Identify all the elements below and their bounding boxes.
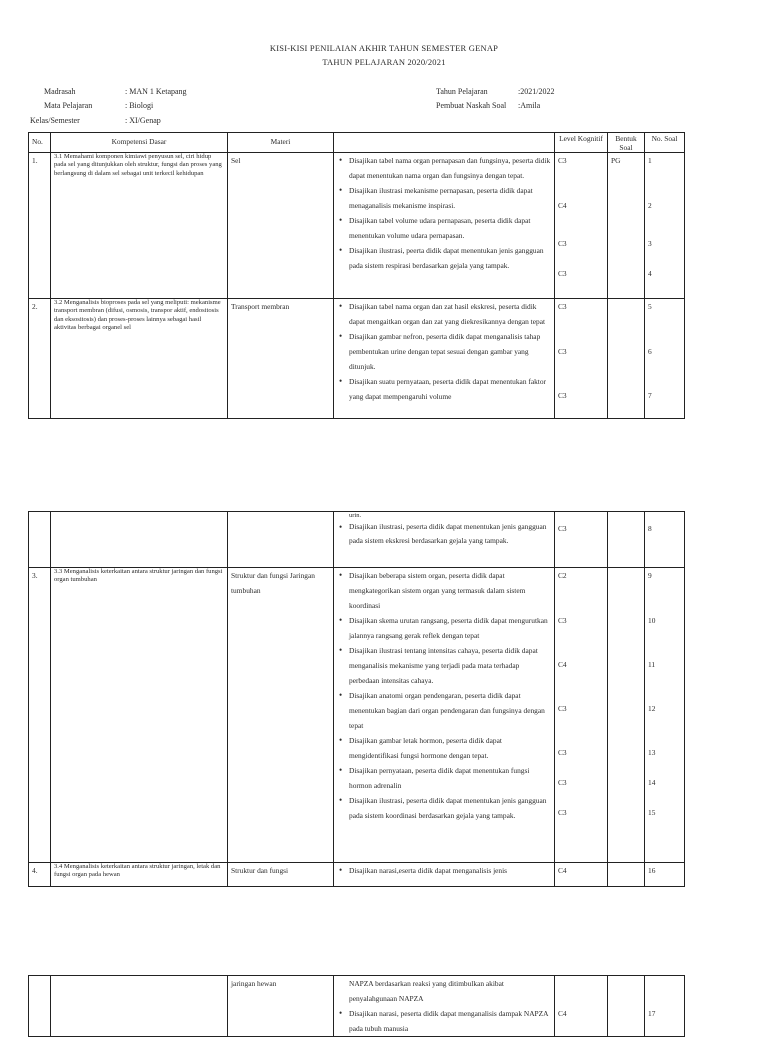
no-soal-value: 6 xyxy=(648,347,652,356)
header-kompetensi-dasar: Kompetensi Dasar xyxy=(51,133,228,153)
level-cell xyxy=(555,512,608,568)
kompetensi-dasar-cell: 3.2 Menganalisis bioproses pada sel yang meliputi: mekanisme transport membran (difusi, osmosis, transpor aktif, endositosis dan eksositosis) dan proses-proses lainnya sebagai hasil aktivitas berbagai organel sel xyxy=(51,299,228,419)
bentuk-soal-cell xyxy=(608,512,645,568)
level-cell: C4 xyxy=(555,863,608,887)
no-soal-value: 7 xyxy=(648,391,652,400)
indikator-item: • Disajikan beberapa sistem organ, peserta didik dapat mengkategorikan sistem organ yang termasuk dalam sistem koordinasi xyxy=(337,568,551,613)
table-row xyxy=(29,153,685,299)
level-value: C3 xyxy=(558,704,567,713)
no-soal-cell: 16 xyxy=(645,863,685,887)
no-soal-value: 8 xyxy=(648,524,652,533)
row-number: 2. xyxy=(29,299,51,419)
level-value: C4 xyxy=(558,660,567,669)
materi-cell: Transport membran xyxy=(228,299,334,419)
no-soal-value: 11 xyxy=(648,660,656,669)
indikator-continuation: NAPZA berdasarkan reaksi yang ditimbulkan akibat penyalahgunaan NAPZA xyxy=(349,979,504,1003)
kelas-label: Kelas/Semester xyxy=(30,116,80,125)
header-level-kognitif: Level Kognitif xyxy=(555,133,608,153)
tahun-label: Tahun Pelajaran xyxy=(436,87,488,96)
indikator-item: • Disajikan ilustrasi, peserta didik dapat menentukan jenis gangguan pada sistem koordinasi berdasarkan gejala yang tampak. xyxy=(337,793,551,823)
no-soal-value: 5 xyxy=(648,302,652,311)
level-value: C3 xyxy=(558,778,567,787)
row-number: 1. xyxy=(29,153,51,299)
kisi-kisi-table-page2 xyxy=(28,511,685,887)
indikator-item: • Disajikan narasi, peserta didik dapat menganalisis dampak NAPZA pada tubuh manusia xyxy=(337,1006,551,1036)
indikator-item: • Disajikan narasi,eserta didik dapat menganalisis jenis xyxy=(337,863,551,878)
no-soal-value: 9 xyxy=(648,571,652,580)
bentuk-soal-cell xyxy=(608,863,645,887)
row-number xyxy=(29,976,51,1037)
indikator-item: • Disajikan skema urutan rangsang, peserta didik dapat mengurutkan jalannya rangsang gerak reflek dengan tepat xyxy=(337,613,551,643)
no-soal-cell xyxy=(645,976,685,1037)
table-row xyxy=(29,568,685,863)
madrasah-value: : MAN 1 Ketapang xyxy=(125,87,187,96)
kompetensi-dasar-cell xyxy=(51,976,228,1037)
indikator-item: • Disajikan gambar letak hormon, peserta didik dapat mengidentifikasi fungsi hormone dengan tepat. xyxy=(337,733,551,763)
pembuat-value: :Amila xyxy=(518,101,541,110)
level-value: C4 xyxy=(558,201,567,210)
bentuk-soal-cell: PG xyxy=(608,153,645,299)
table-header-row xyxy=(29,133,685,153)
materi-cell xyxy=(228,512,334,568)
indikator-item: • Disajikan pernyataan, peserta didik dapat menentukan fungsi hormon adrenalin xyxy=(337,763,551,793)
level-value: C3 xyxy=(558,524,567,533)
indikator-item: • Disajikan anatomi organ pendengaran, peserta didik dapat menentukan bagian dari organ pendengaran dan fungsinya dengan tepat xyxy=(337,688,551,733)
level-cell xyxy=(555,976,608,1037)
level-value: C4 xyxy=(558,1009,567,1018)
indikator-item: • Disajikan gambar nefron, peserta didik dapat menganalisis tahap pembentukan urine dengan tepat sesuai dengan gambar yang ditunjuk. xyxy=(337,329,551,374)
row-number: 4. xyxy=(29,863,51,887)
no-soal-value: 14 xyxy=(648,778,656,787)
level-value: C3 xyxy=(558,239,567,248)
kompetensi-dasar-cell: 3.3 Menganalisis keterkaitan antara struktur jaringan dan fungsi organ tumbuhan xyxy=(51,568,228,863)
document-title: KISI-KISI PENILAIAN AKHIR TAHUN SEMESTER GENAP xyxy=(269,43,499,53)
indikator-item: • Disajikan ilustrasi, peserta didik dapat menentukan jenis gangguan pada sistem ekskresi berdasarkan gejala yang tampak. xyxy=(337,520,551,548)
materi-cell: jaringan hewan xyxy=(228,976,334,1037)
mapel-label: Mata Pelajaran xyxy=(44,101,93,110)
indikator-item: • Disajikan tabel nama organ pernapasan dan fungsinya, peserta didik dapat menentukan nama organ dan fungsinya dengan tepat. xyxy=(337,153,551,183)
indikator-cell xyxy=(334,863,555,887)
indikator-cell xyxy=(334,568,555,863)
madrasah-label: Madrasah xyxy=(44,87,76,96)
no-soal-cell xyxy=(645,153,685,299)
no-soal-value: 10 xyxy=(648,616,656,625)
indikator-item: • Disajikan ilustrasi, peerta didik dapat menentukan jenis gangguan pada sistem respirasi berdasarkan gejala yang tampak. xyxy=(337,243,551,273)
table-row xyxy=(29,863,685,887)
kompetensi-dasar-cell: 3.4 Menganalisis keterkaitan antara struktur jaringan, letak dan fungsi organ pada hewan xyxy=(51,863,228,887)
table-row xyxy=(29,299,685,419)
materi-cell: Struktur dan fungsi Jaringan tumbuhan xyxy=(228,568,334,863)
indikator-cell xyxy=(334,976,555,1037)
level-value: C3 xyxy=(558,808,567,817)
table-row xyxy=(29,512,685,568)
materi-cell: Sel xyxy=(228,153,334,299)
no-soal-value: 2 xyxy=(648,201,652,210)
level-cell xyxy=(555,568,608,863)
no-soal-value: 1 xyxy=(648,156,652,165)
kisi-kisi-table-page1 xyxy=(28,132,685,419)
header-bentuk-soal: Bentuk Soal xyxy=(608,133,645,153)
no-soal-value: 13 xyxy=(648,748,656,757)
kisi-kisi-table-page3 xyxy=(28,975,685,1037)
indikator-cell xyxy=(334,299,555,419)
table-row xyxy=(29,976,685,1037)
indikator-item: • Disajikan ilustrasi mekanisme pernapasan, peserta didik dapat menaganalisis mekanisme inspirasi. xyxy=(337,183,551,213)
no-soal-value: 4 xyxy=(648,269,652,278)
indikator-continuation: urin. xyxy=(349,512,362,519)
header-materi: Materi xyxy=(228,133,334,153)
level-value: C3 xyxy=(558,616,567,625)
no-soal-cell xyxy=(645,512,685,568)
header-indikator xyxy=(334,133,555,153)
row-number: 3. xyxy=(29,568,51,863)
tahun-value: :2021/2022 xyxy=(518,87,555,96)
indikator-item: • Disajikan tabel nama organ dan zat hasil ekskresi, peserta didik dapat mengaitkan organ dan zat yang diekresikannya dengan tepat xyxy=(337,299,551,329)
level-value: C3 xyxy=(558,302,567,311)
level-value: C3 xyxy=(558,156,567,165)
pembuat-label: Pembuat Naskah Soal xyxy=(436,101,507,110)
materi-cell: Struktur dan fungsi xyxy=(228,863,334,887)
mapel-value: : Biologi xyxy=(125,101,154,110)
bentuk-soal-cell xyxy=(608,976,645,1037)
level-value: C3 xyxy=(558,748,567,757)
kompetensi-dasar-cell: 3.1 Memahami komponen kimiawi penyusun sel, ciri hidup pada sel yang ditunjukkan oleh struktur, fungsi dan proses yang berlangsung di dalam sel sebagai unit terkecil kehidupan xyxy=(51,153,228,299)
level-cell xyxy=(555,299,608,419)
no-soal-cell xyxy=(645,299,685,419)
indikator-cell xyxy=(334,512,555,568)
header-no: No. xyxy=(29,133,51,153)
no-soal-value: 12 xyxy=(648,704,656,713)
header-no-soal: No. Soal xyxy=(645,133,685,153)
level-value: C3 xyxy=(558,391,567,400)
level-cell xyxy=(555,153,608,299)
level-value: C2 xyxy=(558,571,567,580)
level-value: C3 xyxy=(558,347,567,356)
row-number xyxy=(29,512,51,568)
indikator-item: • Disajikan suatu pernyataan, peserta didik dapat menentukan faktor yang dapat mempengaruhi volume xyxy=(337,374,551,404)
no-soal-value: 17 xyxy=(648,1009,656,1018)
bentuk-soal-cell xyxy=(608,568,645,863)
document-subtitle: TAHUN PELAJARAN 2020/2021 xyxy=(322,57,446,67)
indikator-item: • Disajikan ilustrasi tentang intensitas cahaya, peserta didik dapat menganalisis mekanisme yang terjadi pada mata terhadap perbedaan intensitas cahaya. xyxy=(337,643,551,688)
no-soal-cell xyxy=(645,568,685,863)
kelas-value: : XI/Genap xyxy=(125,116,161,125)
no-soal-value: 15 xyxy=(648,808,656,817)
indikator-cell xyxy=(334,153,555,299)
no-soal-value: 3 xyxy=(648,239,652,248)
level-value: C3 xyxy=(558,269,567,278)
indikator-item: • Disajikan tabel volume udara pernapasan, peserta didik dapat menentukan volume udara pernapasan. xyxy=(337,213,551,243)
kompetensi-dasar-cell xyxy=(51,512,228,568)
bentuk-soal-cell xyxy=(608,299,645,419)
